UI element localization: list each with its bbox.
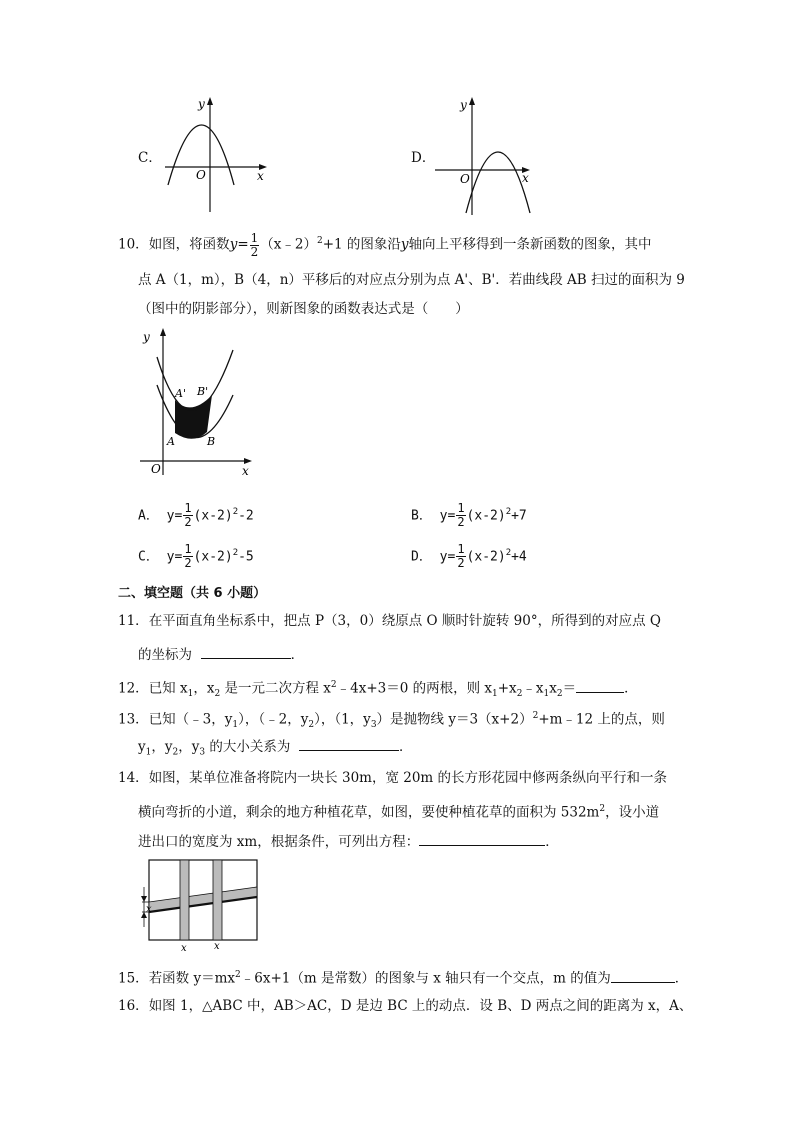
vertical-path-1 <box>180 860 189 940</box>
point-b-prime: B' <box>197 385 209 398</box>
answer-blank[interactable] <box>201 644 291 659</box>
figure-question-10 <box>135 325 260 480</box>
option-d-label: D． <box>411 150 436 166</box>
answer-blank[interactable] <box>611 968 675 983</box>
section-heading: 二、填空题（共 6 小题） <box>118 586 267 601</box>
y-axis-label: y <box>198 97 205 111</box>
x-axis-label: x <box>242 464 249 478</box>
question-14-line1: 14．如图，某单位准备将院内一块长 30m，宽 20m 的长方形花园中修两条纵向平行和一条 <box>118 770 668 786</box>
option-d[interactable]: D． y= $\frac{1}{2}$ $(x-2)^2+4$ <box>411 542 527 571</box>
question-10-line2: 点 A（1，m），B（4，n）平移后的对应点分别为点 A'、B'．若曲线段 AB 扫过的面积为 9 <box>138 272 685 288</box>
answer-blank[interactable] <box>299 736 399 751</box>
origin-label: O <box>196 168 206 182</box>
question-11-line2: 的坐标为 ． <box>138 644 304 665</box>
width-label: x <box>181 943 187 954</box>
answer-blank[interactable] <box>419 831 545 846</box>
y-axis-arrow <box>469 97 475 105</box>
y-axis-label: y <box>460 98 467 112</box>
width-label: x <box>146 904 152 915</box>
graph-option-d <box>430 95 550 220</box>
option-b[interactable]: B． y= $\frac{1}{2}$ $(x-2)^2+7$ <box>411 501 527 530</box>
question-10-line1: 10．如图，将函数y= $\frac{1}{2}$ （x﹣2）$^2$+1 的图象沿y轴向上平移得到一条新函数的图象，其中 <box>118 230 652 259</box>
option-a[interactable]: A． y= $\frac{1}{2}$ $(x-2)^2-2$ <box>138 501 254 530</box>
width-label: x <box>214 941 220 952</box>
question-16-line1: 16．如图 1，△ABC 中，AB＞AC，D 是边 BC 上的动点．设 B、D 两点之间的距离为 x，A、 <box>118 998 693 1014</box>
point-b: B <box>207 435 216 448</box>
question-number: 10． <box>118 236 149 253</box>
x-axis-label: x <box>522 171 529 185</box>
y-axis-label: y <box>143 330 150 344</box>
y-axis-arrow <box>207 97 213 105</box>
graph-option-c <box>160 95 280 215</box>
option-c[interactable]: C． y= $\frac{1}{2}$ $(x-2)^2-5$ <box>138 542 254 571</box>
question-13-line1: 13．已知（﹣3，$y_1$），（﹣2，$y_2$），（1，$y_3$）是抛物线 $y=3(x+2)^2+m﹣12$ 上的点，则 <box>118 711 665 731</box>
origin-label: O <box>151 462 161 476</box>
origin-label: O <box>460 172 470 186</box>
answer-blank[interactable] <box>576 678 624 693</box>
question-13-line2: $y_1$，$y_2$，$y_3$ 的大小关系为 ． <box>138 736 413 763</box>
original-parabola-upper <box>157 350 233 410</box>
vertical-path-2 <box>213 860 222 940</box>
x-axis-label: x <box>257 169 264 183</box>
point-a-prime: A' <box>175 387 186 400</box>
y-axis-arrow <box>160 328 166 336</box>
figure-question-14 <box>137 857 262 955</box>
point-a: A <box>167 435 175 448</box>
question-10-line3: （图中的阴影部分），则新图象的函数表达式是（ ） <box>138 301 469 317</box>
parabola-d <box>466 152 530 213</box>
question-12: 12．已知 $x_1$，$x_2$ 是一元二次方程 $x^2﹣4x+3=0$ 的两根，则 $x_1+x_2﹣x_1x_2=$ ． <box>118 675 638 704</box>
question-11-line1: 11．在平面直角坐标系中，把点 P（3，0）绕原点 O 顺时针旋转 90°，所得到的对应点 Q <box>118 613 661 629</box>
question-15: 15．若函数 $y=mx^2﹣6x+1(m$ 是常数）的图象与 x 轴只有一个交点，m 的值为 ． <box>118 965 688 989</box>
question-14-line2: 横向弯折的小道，剩余的地方种植花草，如图，要使种植花草的面积为 $532m^2$，设小道 <box>138 804 660 821</box>
option-c-label: C． <box>138 150 162 166</box>
fraction-half: $\frac{1}{2}$ <box>250 230 259 259</box>
question-14-line3: 进出口的宽度为 xm，根据条件，可列出方程： ． <box>138 831 559 852</box>
